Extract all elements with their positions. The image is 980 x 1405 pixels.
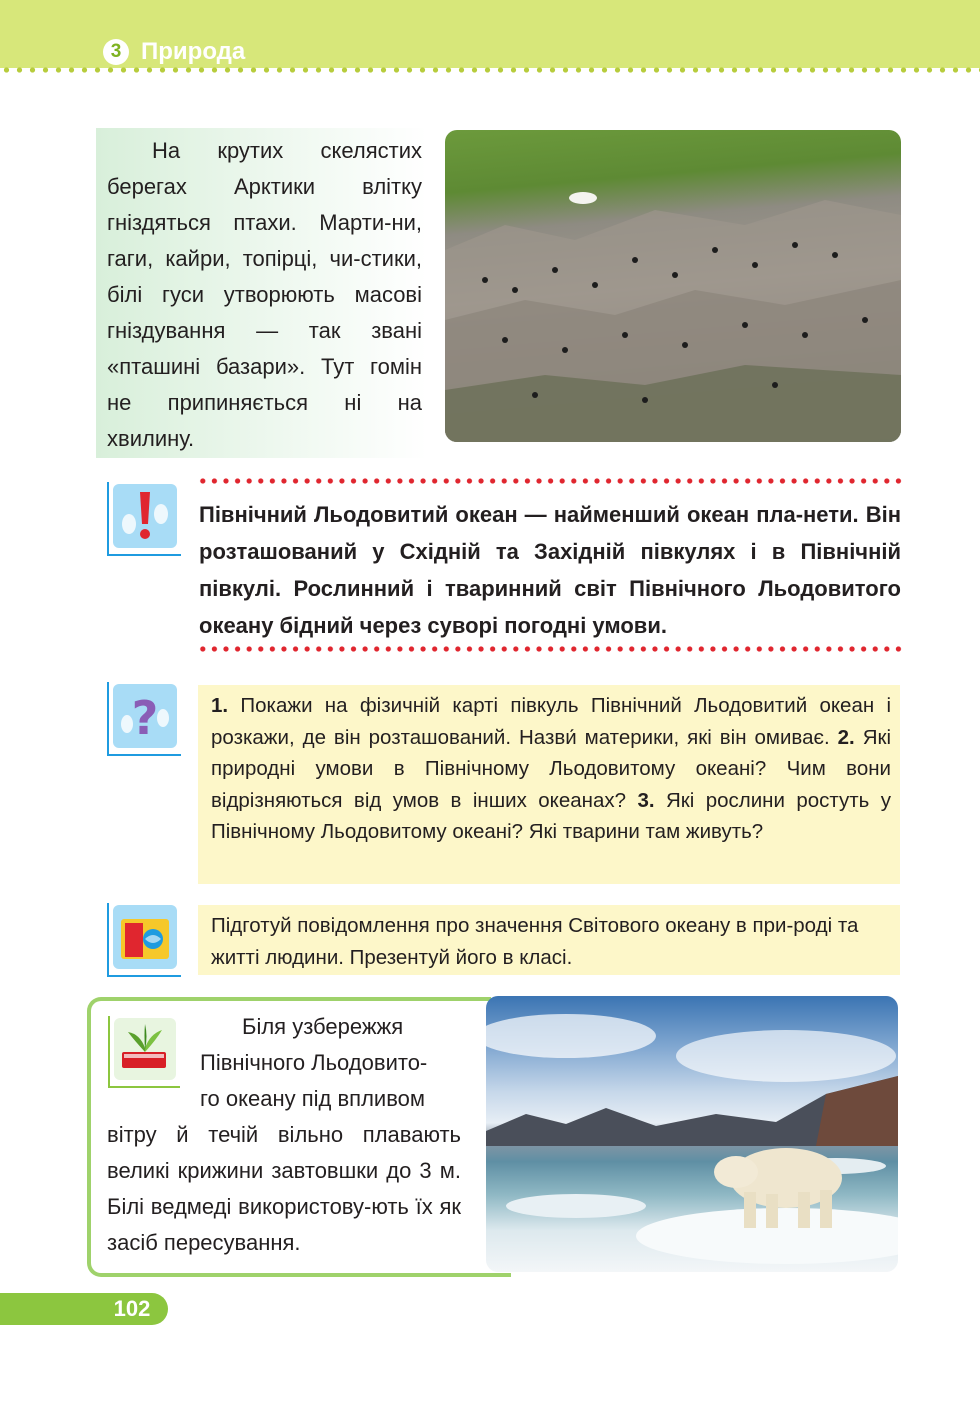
chapter-title: Природа [141,38,246,65]
info-icon-frame [108,1016,180,1088]
book-globe-icon [113,905,177,969]
bird-colony-illustration [445,130,901,442]
polar-bear-illustration [486,996,898,1272]
question-icon [113,684,177,748]
info-rest: вітру й течій вільно плавають великі крижини завтовшки до 3 м. Білі ведмеді використову-ють їх як засіб пересування. [107,1122,461,1255]
question-2-number: 2. [837,725,855,749]
fact-bottom-dotted-line [197,645,902,653]
svg-text:?: ? [131,691,159,745]
info-line-2: Північного Льодовито- [200,1050,428,1075]
info-line-1 [200,1009,460,1045]
question-2-text: Які природні умови в Північному Льодовитому океані? Чим вони відрізняються від умов в інших океанах? [211,725,892,812]
header-dotted-divider [0,66,980,74]
question-1-number: 1. [211,694,229,717]
question-1-text: Покажи на фізичній карті півкуль Північний Льодовитий океан і розкажи, де він розташований. Назви́ материки, які він омиває. [211,694,892,749]
book-plant-icon [114,1018,176,1080]
fact-paragraph: Північний Льодовитий океан — найменший океан пла-нети. Він розташований у Східній та Західній півкулях і в Північній півкулі. Рослинний і тваринний світ Північного Льодовитого океану бідний через суворі погодні умови. [199,502,901,638]
polar-bear-photo [486,996,898,1272]
page-number: 102 [96,1293,168,1325]
birds-paragraph-text: На крутих скелястих берегах Арктики влітку гніздяться птахи. Марти-ни, гаги, кайри, топірці, чи-стики, білі гуси утворюють масові гніздування — так звані «пташині базари». Тут гомін не припиняється ні на хвилину. [107,138,422,451]
birds-paragraph [107,133,422,457]
question-3-text: Які рослини ростуть у Північному Льодовитому океані? Які тварини там живуть? [211,788,891,843]
page-number-bar [0,1293,100,1325]
bird-colony-photo [445,130,901,442]
question-3-number: 3. [637,788,655,812]
info-line-3: го океану під впливом [200,1086,426,1111]
fact-top-dotted-line [197,477,902,485]
info-line-1-text: Біля узбережжя [242,1014,404,1039]
question-icon-frame [107,682,181,756]
task-icon-frame [107,903,181,977]
chapter-number-badge: 3 [103,39,129,65]
exclamation-icon [113,484,177,548]
fact-icon-frame [107,482,181,556]
task-paragraph: Підготуй повідомлення про значення Світового океану в при-роді та житті людини. Презентуй його в класі. [211,914,859,969]
questions-paragraph [211,690,891,848]
